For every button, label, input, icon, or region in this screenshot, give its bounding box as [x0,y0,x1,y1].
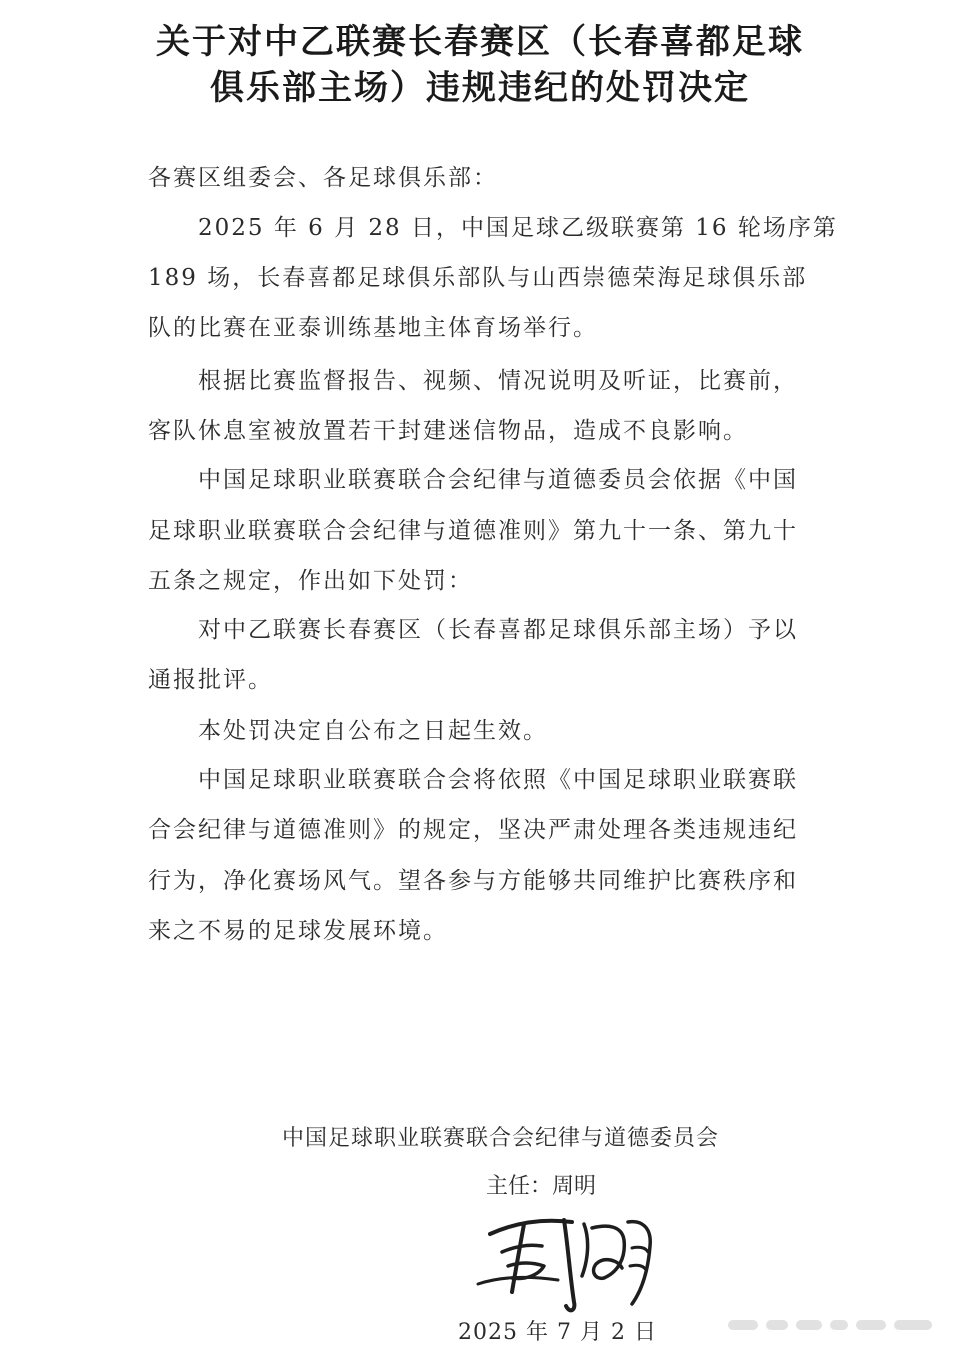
body-line: 根据比赛监督报告、视频、情况说明及听证，比赛前， [148,368,798,394]
issuing-organization: 中国足球职业联赛联合会纪律与道德委员会 [282,1126,720,1151]
document-title-line-2: 俱乐部主场）违规违纪的处罚决定 [210,68,750,108]
document-title-line-1: 关于对中乙联赛长春赛区（长春喜都足球 [156,22,804,62]
body-line: 本处罚决定自公布之日起生效。 [148,718,548,744]
body-line: 客队休息室被放置若干封建迷信物品，造成不良影响。 [148,418,748,444]
body-line: 足球职业联赛联合会纪律与道德准则》第九十一条、第九十 [148,518,798,544]
body-line: 行为，净化赛场风气。望各参与方能够共同维护比赛秩序和 [148,868,798,894]
chair-line [486,1172,596,1202]
body-line: 对中乙联赛长春赛区（长春喜都足球俱乐部主场）予以 [148,617,798,643]
body-line: 队的比赛在亚泰训练基地主体育场举行。 [148,315,598,341]
body-line: 来之不易的足球发展环境。 [148,918,448,944]
body-line: 通报批评。 [148,667,273,693]
body-line: 189 场，长春喜都足球俱乐部队与山西崇德荣海足球俱乐部 [148,265,808,291]
chair-name: 周明 [552,1174,597,1199]
body-line: 中国足球职业联赛联合会纪律与道德委员会依据《中国 [148,467,798,493]
body-line: 2025 年 6 月 28 日，中国足球乙级联赛第 16 轮场序第 [148,215,838,241]
body-line: 中国足球职业联赛联合会将依照《中国足球职业联赛联 [148,767,798,793]
handwritten-signature [472,1206,668,1318]
body-line: 合会纪律与道德准则》的规定，坚决严肃处理各类违规违纪 [148,817,798,843]
body-line: 五条之规定，作出如下处罚： [148,568,473,594]
chair-label: 主任： [486,1174,553,1199]
addressee: 各赛区组委会、各足球俱乐部： [148,165,498,191]
platform-watermark-icon [726,1314,936,1336]
decision-date: 2025 年 7 月 2 日 [458,1320,657,1345]
